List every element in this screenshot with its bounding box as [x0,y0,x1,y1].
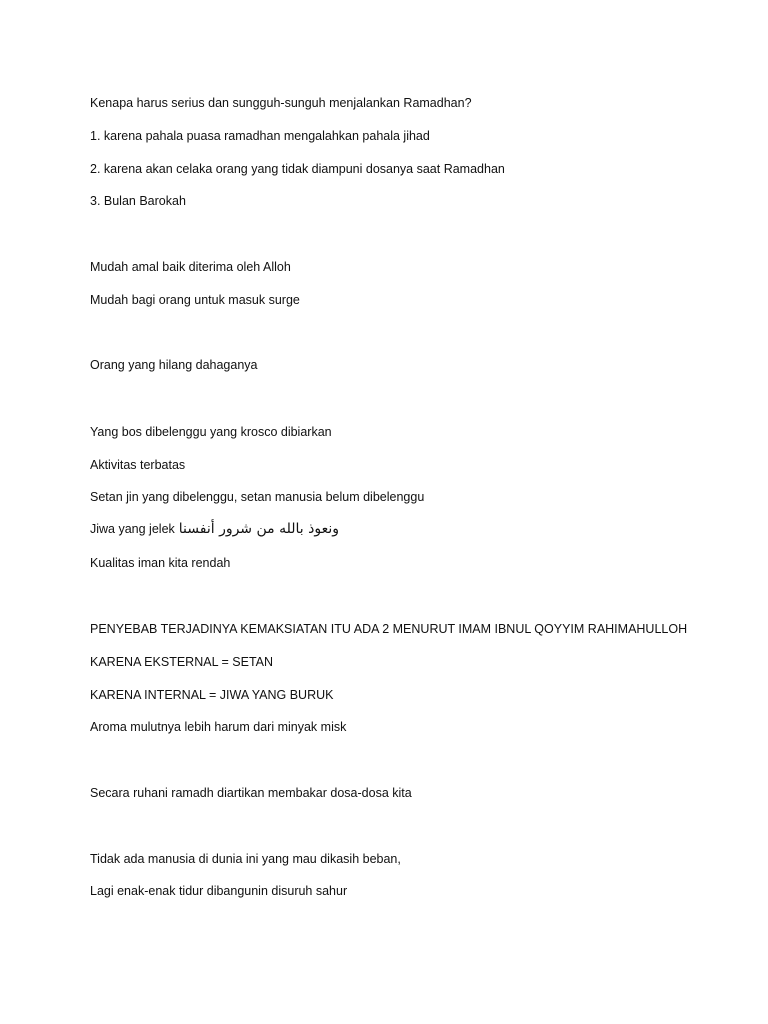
text-segment: Jiwa yang jelek [90,522,175,536]
text-line: 3. Bulan Barokah [90,194,186,208]
text-line: PENYEBAB TERJADINYA KEMAKSIATAN ITU ADA 2 MENURUT IMAM IBNUL QOYYIM RAHIMAHULLOH [90,622,688,636]
text-line: Aroma mulutnya lebih harum dari minyak misk [90,720,347,734]
text-line: Kualitas iman kita rendah [90,556,231,570]
text-line: Setan jin yang dibelenggu, setan manusia belum dibelenggu [90,490,425,504]
text-line: Secara ruhani ramadh diartikan membakar dosa-dosa kita [90,786,412,800]
text-line: 1. karena pahala puasa ramadhan mengalahkan pahala jihad [90,129,430,143]
text-line: Kenapa harus serius dan sungguh-sunguh menjalankan Ramadhan? [90,96,472,110]
text-line: Yang bos dibelenggu yang krosco dibiarkan [90,425,332,439]
text-line: Aktivitas terbatas [90,458,186,472]
text-line: KARENA INTERNAL = JIWA YANG BURUK [90,688,334,702]
text-line: Tidak ada manusia di dunia ini yang mau dikasih beban, [90,852,401,866]
text-line: Lagi enak-enak tidur dibangunin disuruh sahur [90,884,348,898]
text-line: 2. karena akan celaka orang yang tidak diampuni dosanya saat Ramadhan [90,162,505,176]
text-line: Mudah bagi orang untuk masuk surge [90,293,300,307]
text-line: Orang yang hilang dahaganya [90,358,258,372]
text-line: KARENA EKSTERNAL = SETAN [90,655,274,669]
arabic-phrase: ونعوذ بالله من شرور أنفسنا [178,521,339,537]
text-line-with-arabic [90,521,339,537]
text-line: Mudah amal baik diterima oleh Alloh [90,260,291,274]
